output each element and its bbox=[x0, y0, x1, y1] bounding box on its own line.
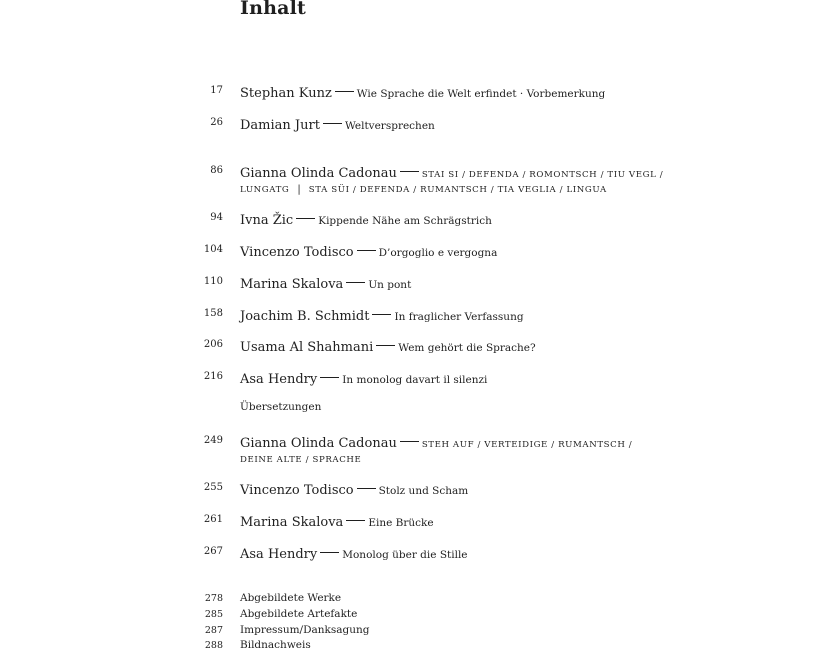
page-title: Inhalt bbox=[240, 0, 307, 19]
appendix-label: Abgebildete Werke bbox=[240, 592, 342, 604]
page-number: 278 bbox=[204, 593, 223, 604]
page-number: 255 bbox=[203, 482, 223, 493]
page-number: 26 bbox=[210, 117, 223, 128]
appendix-label: Impressum/Danksagung bbox=[240, 624, 370, 636]
page-number: 158 bbox=[203, 308, 223, 319]
em-dash-rule bbox=[346, 282, 365, 283]
appendix-label: Bildnachweis bbox=[240, 639, 311, 651]
author-name: Vincenzo Todisco bbox=[240, 245, 354, 260]
author-name: Usama Al Shahmani bbox=[240, 340, 374, 355]
appendix-label: Abgebildete Artefakte bbox=[240, 608, 358, 620]
em-dash-rule bbox=[400, 441, 419, 442]
work-title-continued: DEINE ALTE / SPRACHE bbox=[240, 455, 362, 465]
work-title: Un pont bbox=[368, 279, 412, 291]
author-name: Gianna Olinda Cadonau bbox=[240, 436, 397, 451]
author-name: Asa Hendry bbox=[240, 547, 318, 562]
work-title: Eine Brücke bbox=[368, 517, 434, 529]
author-name: Gianna Olinda Cadonau bbox=[240, 166, 397, 181]
em-dash-rule bbox=[357, 250, 376, 251]
em-dash-rule bbox=[376, 345, 395, 346]
page-number: 110 bbox=[203, 276, 223, 287]
work-title: D’orgoglio e vergogna bbox=[378, 247, 498, 259]
em-dash-rule bbox=[346, 520, 365, 521]
work-title: In monolog davart il silenzi bbox=[342, 374, 488, 386]
page-number: 86 bbox=[210, 165, 223, 176]
author-name: Stephan Kunz bbox=[240, 86, 332, 101]
author-name: Ivna Žic bbox=[240, 213, 294, 228]
page-number: 17 bbox=[210, 85, 223, 96]
em-dash-rule bbox=[372, 314, 391, 315]
em-dash-rule bbox=[335, 91, 354, 92]
em-dash-rule bbox=[320, 377, 339, 378]
page-number: 285 bbox=[204, 609, 223, 620]
separator: | bbox=[297, 184, 301, 195]
em-dash-rule bbox=[323, 123, 342, 124]
work-title: Wie Sprache die Welt erfindet · Vorbemerkung bbox=[356, 88, 606, 100]
page-number: 261 bbox=[203, 514, 223, 525]
em-dash-rule bbox=[296, 218, 315, 219]
author-name: Asa Hendry bbox=[240, 372, 318, 387]
work-title: Wem gehört die Sprache? bbox=[398, 342, 536, 354]
page-number: 288 bbox=[204, 640, 223, 651]
page-number: 249 bbox=[203, 435, 223, 446]
work-title: Stolz und Scham bbox=[378, 485, 469, 497]
work-title: Monolog über die Stille bbox=[342, 549, 468, 561]
work-title: STAI SI / DEFENDA / ROMONTSCH / TIU VEGL / bbox=[421, 170, 664, 180]
work-title-continued: LUNGATG bbox=[240, 185, 290, 195]
author-name: Damian Jurt bbox=[240, 118, 320, 133]
page-number: 206 bbox=[203, 339, 223, 350]
em-dash-rule bbox=[357, 488, 376, 489]
page-number: 94 bbox=[210, 212, 223, 223]
em-dash-rule bbox=[400, 171, 419, 172]
page-number: 267 bbox=[203, 546, 223, 557]
work-title: In fraglicher Verfassung bbox=[394, 311, 524, 323]
work-title: Weltversprechen bbox=[344, 120, 435, 132]
page-number: 287 bbox=[204, 625, 223, 636]
work-title: STEH AUF / VERTEIDIGE / RUMANTSCH / bbox=[421, 440, 633, 450]
work-title: Kippende Nähe am Schrägstrich bbox=[318, 215, 492, 227]
page-number: 104 bbox=[203, 244, 223, 255]
author-name: Marina Skalova bbox=[240, 515, 344, 530]
author-name: Joachim B. Schmidt bbox=[240, 309, 370, 324]
section-heading: Übersetzungen bbox=[240, 401, 322, 413]
page-number: 216 bbox=[203, 371, 223, 382]
work-title-variant: STA SÜI / DEFENDA / RUMANTSCH / TIA VEGLIA / LINGUA bbox=[308, 185, 607, 195]
author-name: Vincenzo Todisco bbox=[240, 483, 354, 498]
author-name: Marina Skalova bbox=[240, 277, 344, 292]
em-dash-rule bbox=[320, 552, 339, 553]
